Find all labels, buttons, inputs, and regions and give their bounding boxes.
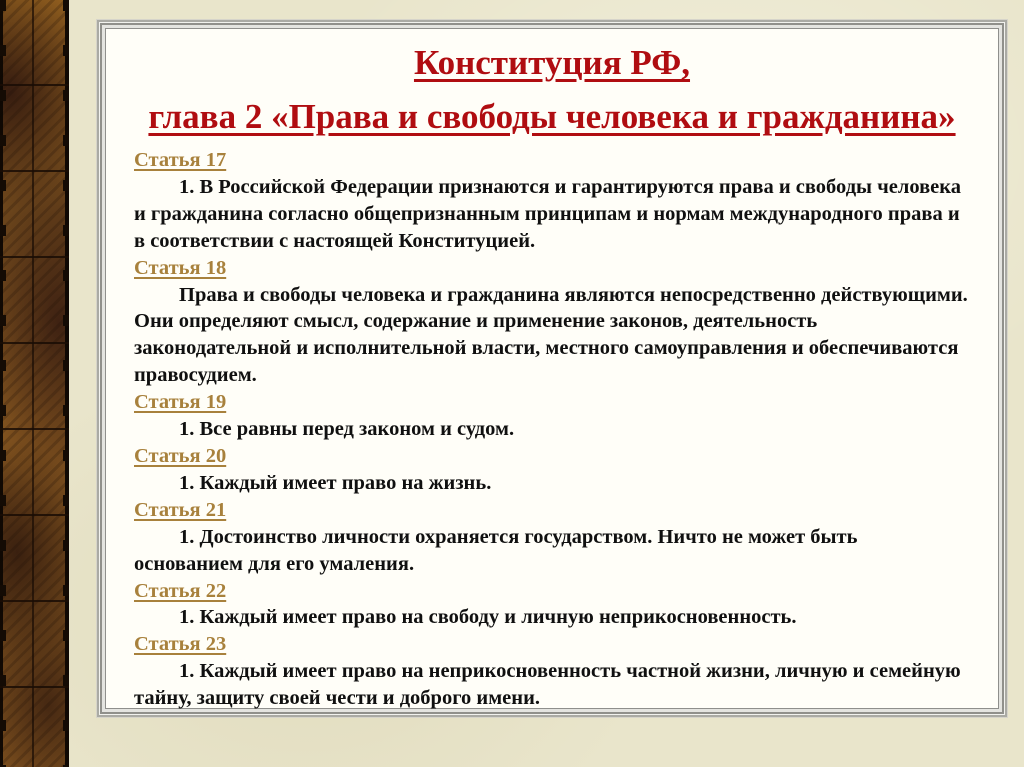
article-text: 1. Каждый имеет право на неприкосновенность частной жизни, личную и семейную тайну, защиту своей чести и доброго имени.: [134, 660, 961, 710]
article-19: [134, 389, 970, 443]
articles-list: [106, 144, 998, 712]
article-text: 1. Достоинство личности охраняется государством. Ничто не может быть основанием для его умаления.: [134, 525, 858, 575]
article-22: [134, 578, 970, 632]
title-line-1-text: Конституция РФ,: [413, 43, 691, 82]
article-20-link[interactable]: Статья 20: [134, 444, 227, 467]
slide-title: [106, 29, 998, 144]
title-line-2-text: глава 2 «Права и свободы человека и гражданина»: [148, 97, 956, 136]
article-heading: [134, 443, 970, 470]
article-text: Права и свободы человека и гражданина являются непосредственно действующими. Они определяют смысл, содержание и применение законов, деятельность законодательной и исполнительной власти, местного самоуправления и обеспечиваются правосудием.: [134, 283, 968, 387]
article-20: [134, 443, 970, 497]
title-line-1: [106, 36, 998, 90]
article-text: 1. Каждый имеет право на жизнь.: [179, 471, 492, 494]
article-text: 1. В Российской Федерации признаются и гарантируются права и свободы человека и гражданина согласно общепризнанным принципам и нормам международного права и в соответствии с настоящей Конституцией.: [134, 175, 962, 252]
article-text: 1. Каждый имеет право на свободу и личную неприкосновенность.: [179, 606, 797, 629]
decorative-left-border: [0, 0, 69, 767]
article-21-link[interactable]: Статья 21: [134, 498, 227, 521]
article-19-link[interactable]: Статья 19: [134, 391, 227, 414]
film-strip-ticks-right: [63, 0, 69, 767]
article-18-link[interactable]: Статья 18: [134, 256, 227, 279]
article-21: [134, 497, 970, 578]
slide-panel: [105, 28, 999, 709]
article-23: [134, 631, 970, 712]
article-heading: [134, 578, 970, 605]
article-23-link[interactable]: Статья 23: [134, 633, 227, 656]
article-17-link[interactable]: Статья 17: [134, 149, 227, 171]
title-line-2: [106, 90, 998, 144]
article-heading: [134, 147, 970, 174]
film-strip-ticks-left: [0, 0, 6, 767]
article-22-link[interactable]: Статья 22: [134, 579, 227, 602]
article-text: 1. Все равны перед законом и судом.: [179, 418, 515, 441]
article-heading: [134, 389, 970, 416]
article-heading: [134, 255, 970, 282]
article-18: [134, 255, 970, 390]
article-heading: [134, 631, 970, 658]
article-heading: [134, 497, 970, 524]
article-17: [134, 147, 970, 255]
